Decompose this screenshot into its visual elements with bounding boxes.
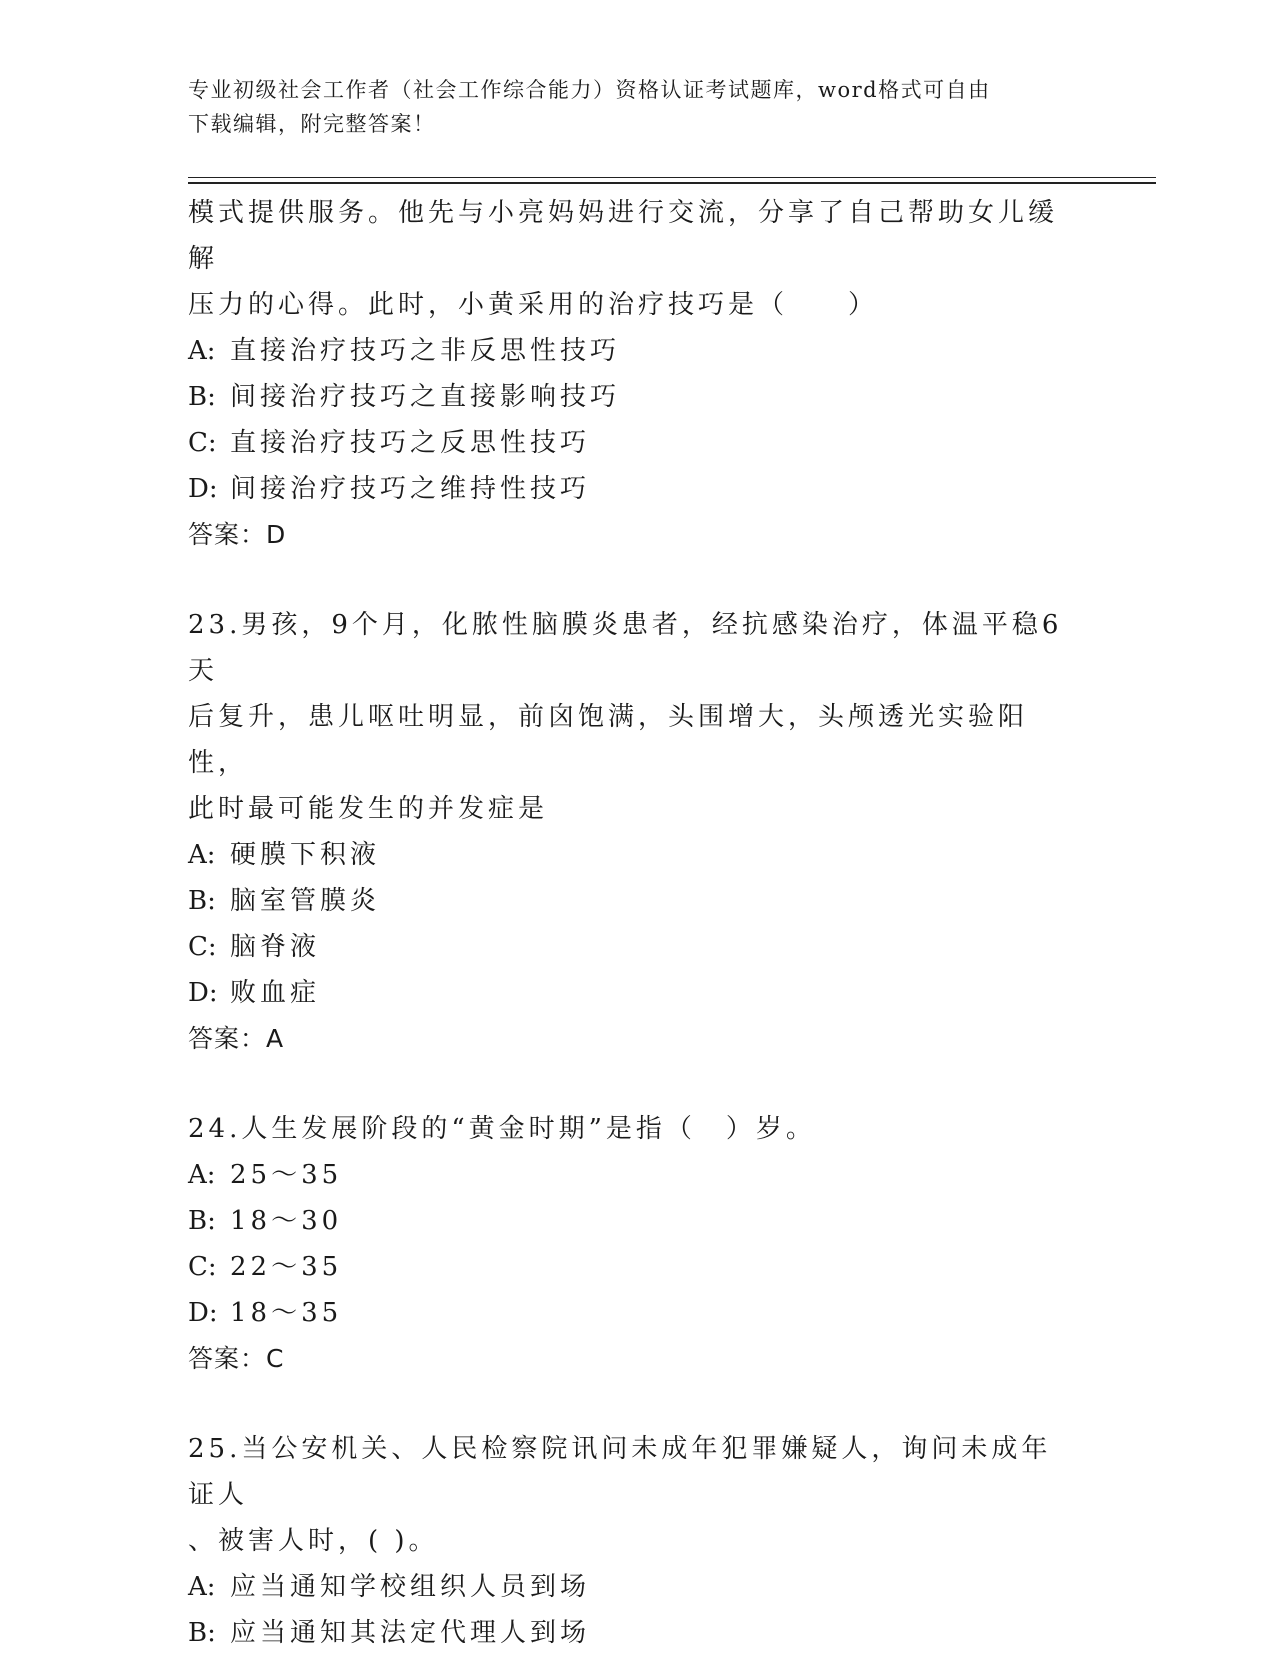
option-text: 应当通知其法定代理人到场 [230,1618,591,1648]
option-c [188,924,1068,970]
answer: 答案：C [188,1344,285,1373]
option-letter: B: [188,886,216,916]
option-text: 败血症 [230,978,321,1008]
option-d [188,466,1068,512]
question-text: 后复升，患儿呕吐明显，前囟饱满，头围增大，头颅透光实验阳性， [188,702,1029,778]
option-text: 硬膜下积液 [230,840,381,870]
option-letter: A: [188,1160,216,1190]
document-header [188,73,1068,141]
header-line-2: 下载编辑，附完整答案！ [188,112,436,136]
option-text: 脑室管膜炎 [230,886,381,916]
option-a [188,328,1068,374]
option-b [188,1198,1068,1244]
option-a [188,832,1068,878]
option-text: 25～35 [230,1160,343,1190]
option-d [188,970,1068,1016]
question-text: 此时最可能发生的并发症是 [188,794,549,824]
option-text: 直接治疗技巧之非反思性技巧 [230,336,621,366]
option-c [188,1244,1068,1290]
option-c [188,420,1068,466]
option-letter: D: [188,1298,218,1328]
option-letter: C: [188,428,217,458]
question-22 [188,190,1068,558]
option-letter: B: [188,382,216,412]
option-letter: D: [188,474,218,504]
question-24 [188,1106,1068,1382]
option-text: 直接治疗技巧之反思性技巧 [230,428,591,458]
option-letter: A: [188,336,216,366]
option-letter: B: [188,1618,216,1648]
option-text: 22～35 [230,1252,343,1282]
header-line-1: 专业初级社会工作者（社会工作综合能力）资格认证考试题库，word格式可自由 [188,78,991,102]
option-letter: C: [188,1252,217,1282]
question-text: 23.男孩，9个月，化脓性脑膜炎患者，经抗感染治疗，体温平稳6天 [188,610,1063,686]
option-a [188,1152,1068,1198]
option-letter: D: [188,978,218,1008]
option-text: 18～30 [230,1206,343,1236]
option-b [188,374,1068,420]
option-letter: A: [188,840,216,870]
option-a [188,1564,1068,1610]
option-b [188,1610,1068,1656]
option-b [188,878,1068,924]
question-text: 24.人生发展阶段的“黄金时期”是指（ ）岁。 [188,1114,816,1144]
option-text: 18～35 [230,1298,343,1328]
option-text: 间接治疗技巧之直接影响技巧 [230,382,621,412]
option-letter: B: [188,1206,216,1236]
option-d [188,1290,1068,1336]
question-text: 、被害人时，( )。 [188,1526,439,1556]
option-letter: C: [188,932,217,962]
question-text: 25.当公安机关、人民检察院讯问未成年犯罪嫌疑人，询问未成年证人 [188,1434,1052,1510]
option-letter: A: [188,1572,216,1602]
question-text: 压力的心得。此时，小黄采用的治疗技巧是（ ） [188,290,879,320]
header-rule-thin [188,177,1156,178]
document-body [188,190,1068,1656]
question-text: 模式提供服务。他先与小亮妈妈进行交流，分享了自己帮助女儿缓解 [188,198,1059,274]
option-text: 应当通知学校组织人员到场 [230,1572,591,1602]
option-text: 间接治疗技巧之维持性技巧 [230,474,591,504]
answer: 答案：D [188,520,287,549]
answer: 答案：A [188,1024,285,1053]
header-rule-thick [188,182,1156,184]
question-23 [188,602,1068,1062]
question-25 [188,1426,1068,1656]
option-text: 脑脊液 [230,932,321,962]
